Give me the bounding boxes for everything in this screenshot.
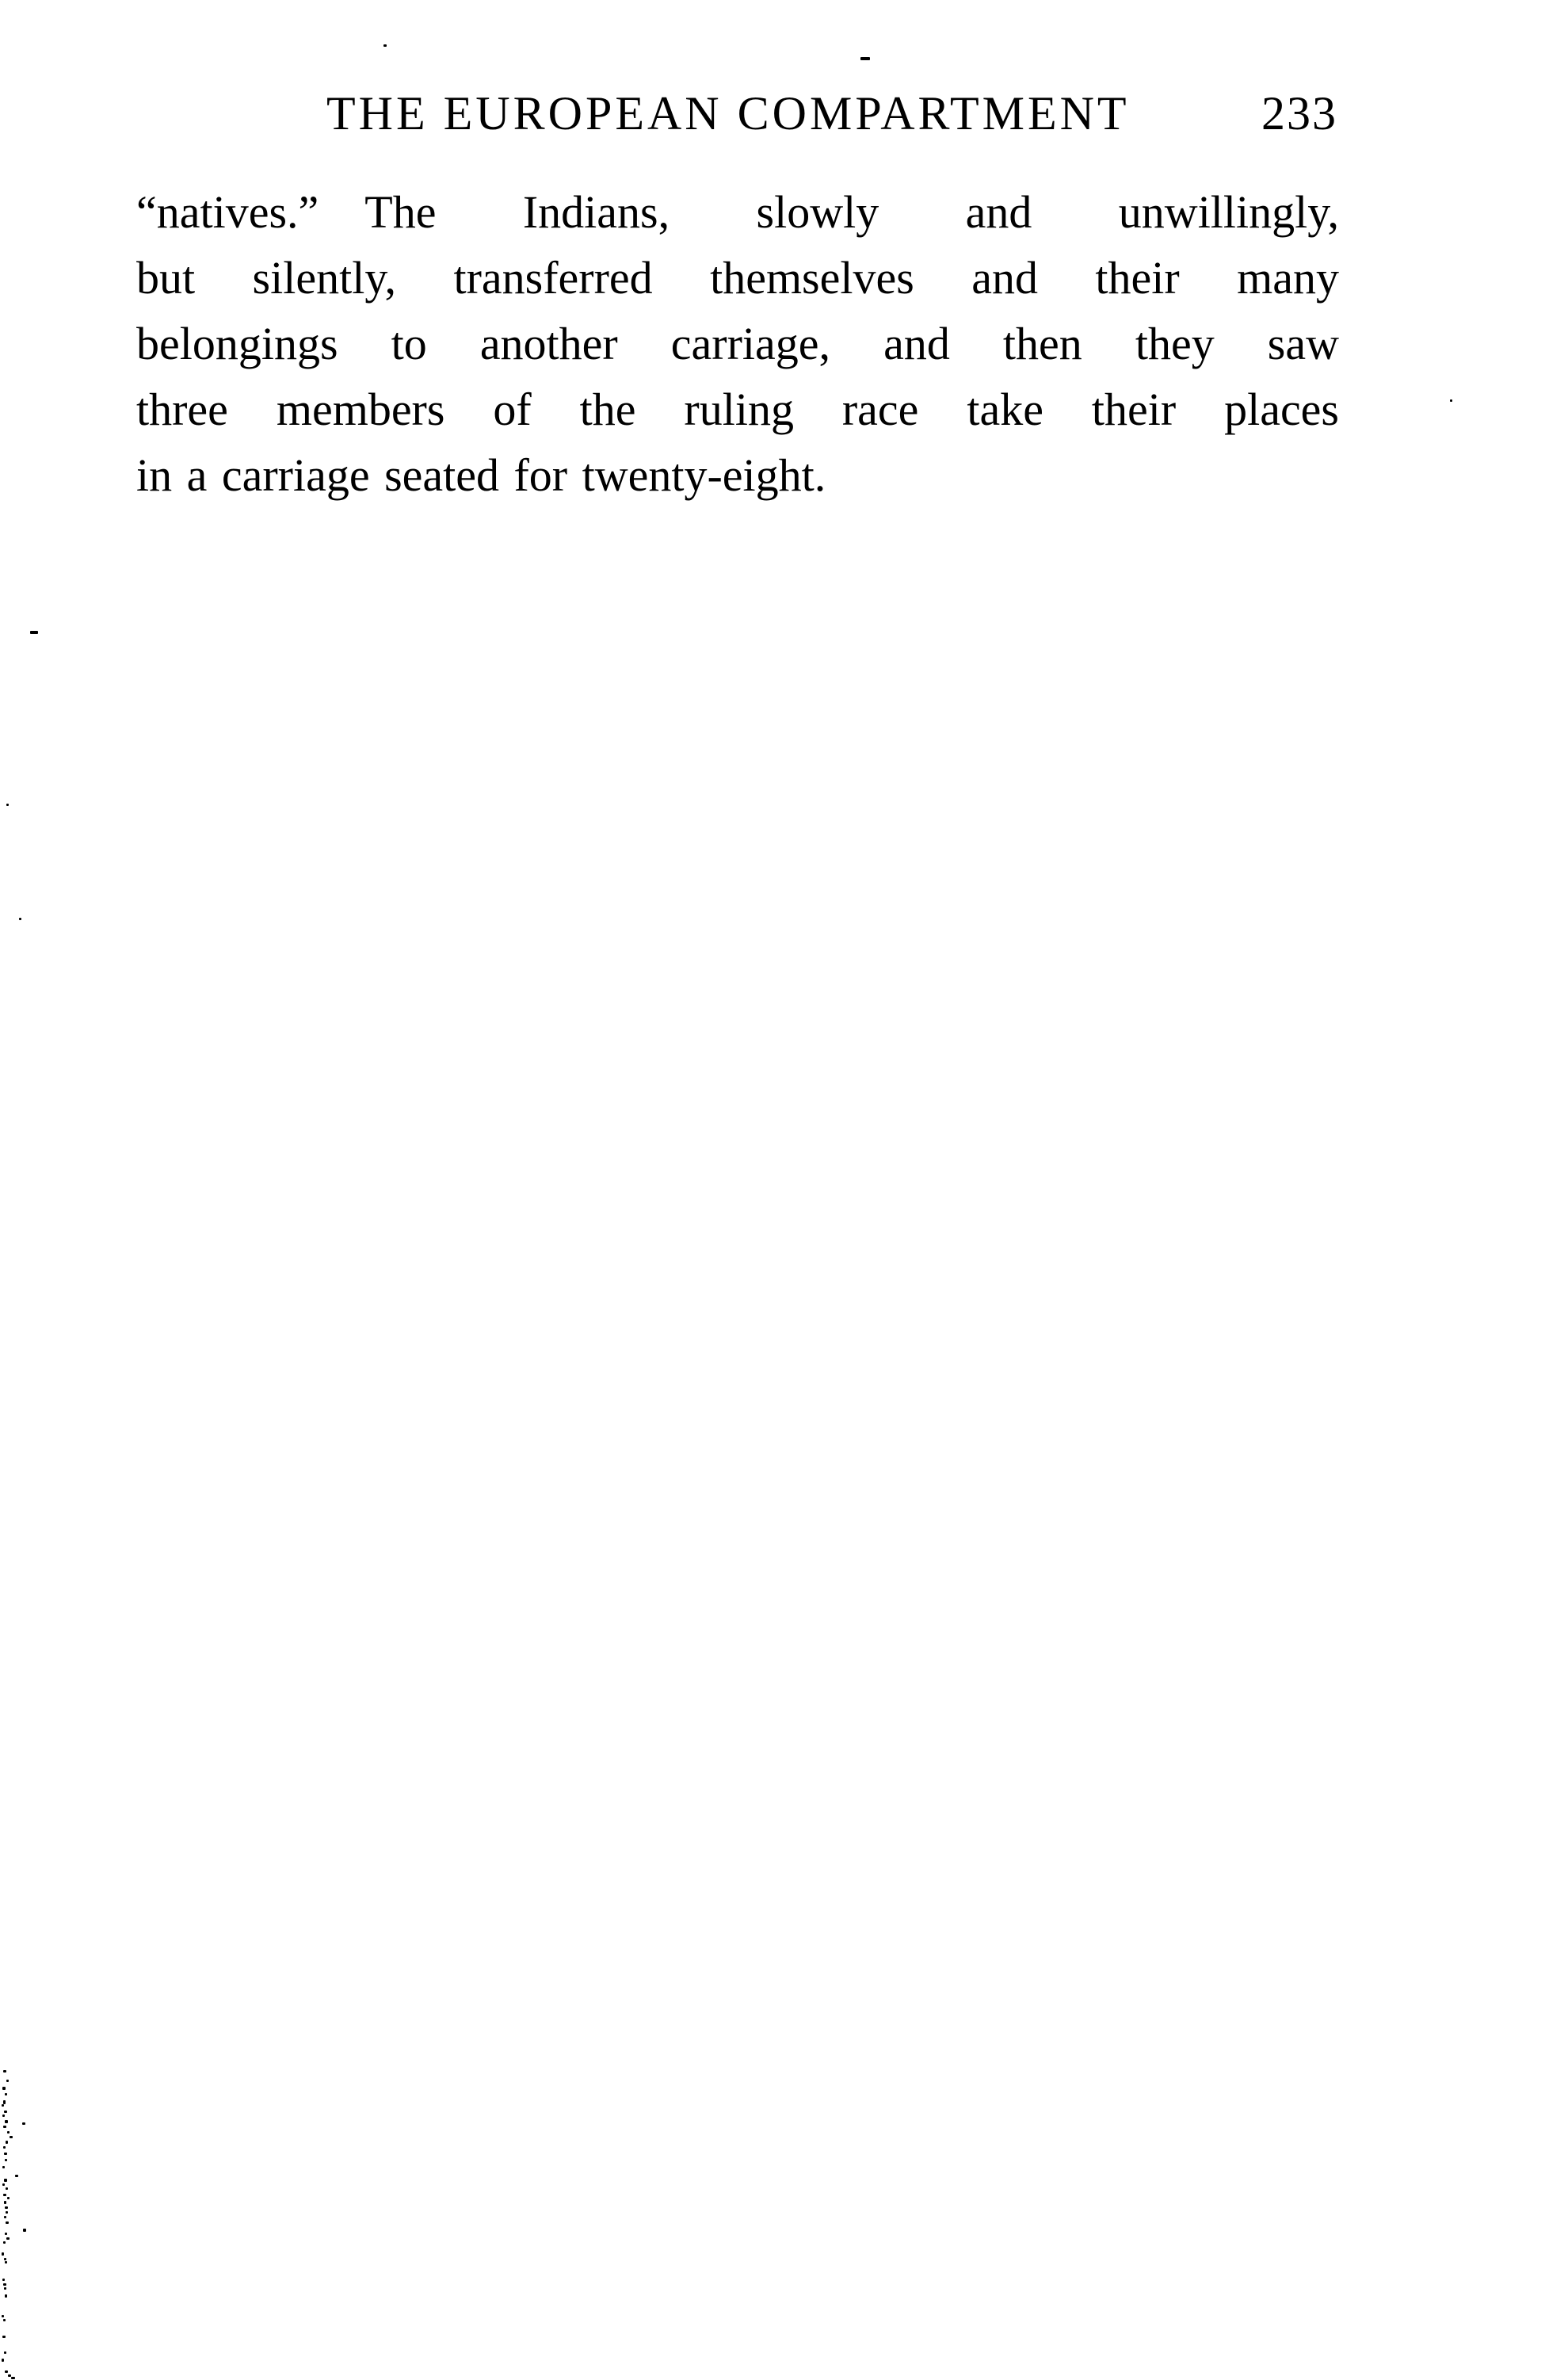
scan-speck (6, 804, 9, 806)
scan-speck (22, 2122, 25, 2125)
scan-speck (1450, 399, 1452, 402)
scan-speck (5, 2294, 7, 2298)
scan-speck (6, 2141, 8, 2144)
scan-speck (2, 2114, 5, 2117)
scan-speck (4, 2201, 6, 2204)
scan-speck (6, 2080, 9, 2082)
scan-speck (3, 2126, 6, 2128)
scan-speck (3, 2319, 6, 2321)
scan-speck (23, 2229, 26, 2232)
scan-speck (3, 2100, 6, 2104)
running-header (0, 87, 1568, 145)
scan-speck (4, 2258, 6, 2260)
scan-speck (5, 2370, 8, 2373)
scan-speck (4, 2216, 6, 2218)
scan-speck (2, 2087, 6, 2090)
scan-speck (4, 2287, 6, 2290)
scan-speck (4, 2179, 7, 2182)
body-text (136, 179, 1339, 508)
scan-speck (7, 2131, 10, 2134)
scan-speck (30, 631, 38, 634)
scan-speck (4, 2153, 7, 2155)
scan-speck (15, 2175, 18, 2177)
scan-speck (5, 2206, 8, 2209)
scan-speck (5, 2159, 7, 2161)
scan-speck (5, 2261, 7, 2263)
scan-speck (3, 2283, 6, 2286)
scan-speck (860, 57, 870, 60)
scan-speck (4, 2111, 7, 2113)
page-title: THE EUROPEAN COMPARTMENT (326, 87, 1130, 139)
scan-speck (2, 2315, 4, 2317)
page-number: 233 (1261, 87, 1337, 139)
scan-speck (3, 2241, 6, 2244)
text-line: three members of the ruling race take their places (136, 384, 1339, 435)
scan-speck (7, 2197, 10, 2199)
scan-speck (6, 2211, 8, 2214)
scan-speck (2, 2183, 5, 2186)
scan-speck (10, 2136, 13, 2138)
text-line: “natives.” The Indians, slowly and unwillingly, (136, 186, 1339, 238)
text-line: but silently, transferred themselves and their many (136, 252, 1339, 304)
scan-speck (5, 2093, 7, 2095)
scan-speck (5, 2120, 8, 2123)
scan-speck (6, 2221, 9, 2224)
scan-speck (5, 2233, 7, 2235)
scan-speck (4, 2351, 6, 2354)
scan-speck (6, 2187, 8, 2190)
scan-speck (6, 2237, 10, 2240)
scan-speck (11, 2377, 15, 2379)
scan-speck (2, 2359, 4, 2362)
text-line: in a carriage seated for twenty-eight. (136, 449, 826, 501)
scan-speck (2, 2336, 6, 2338)
scan-speck (8, 2374, 11, 2377)
scan-speck (2, 2279, 5, 2281)
text-line: belongings to another carriage, and then they saw (136, 318, 1339, 369)
scan-speck (2, 2104, 4, 2107)
scan-speck (19, 918, 21, 920)
scan-speck (2, 2166, 5, 2168)
scan-speck (3, 2146, 6, 2149)
scan-speck (3, 2070, 6, 2072)
scan-speck (383, 44, 387, 47)
scan-speck (3, 2194, 6, 2196)
scan-speck (2, 2252, 4, 2256)
